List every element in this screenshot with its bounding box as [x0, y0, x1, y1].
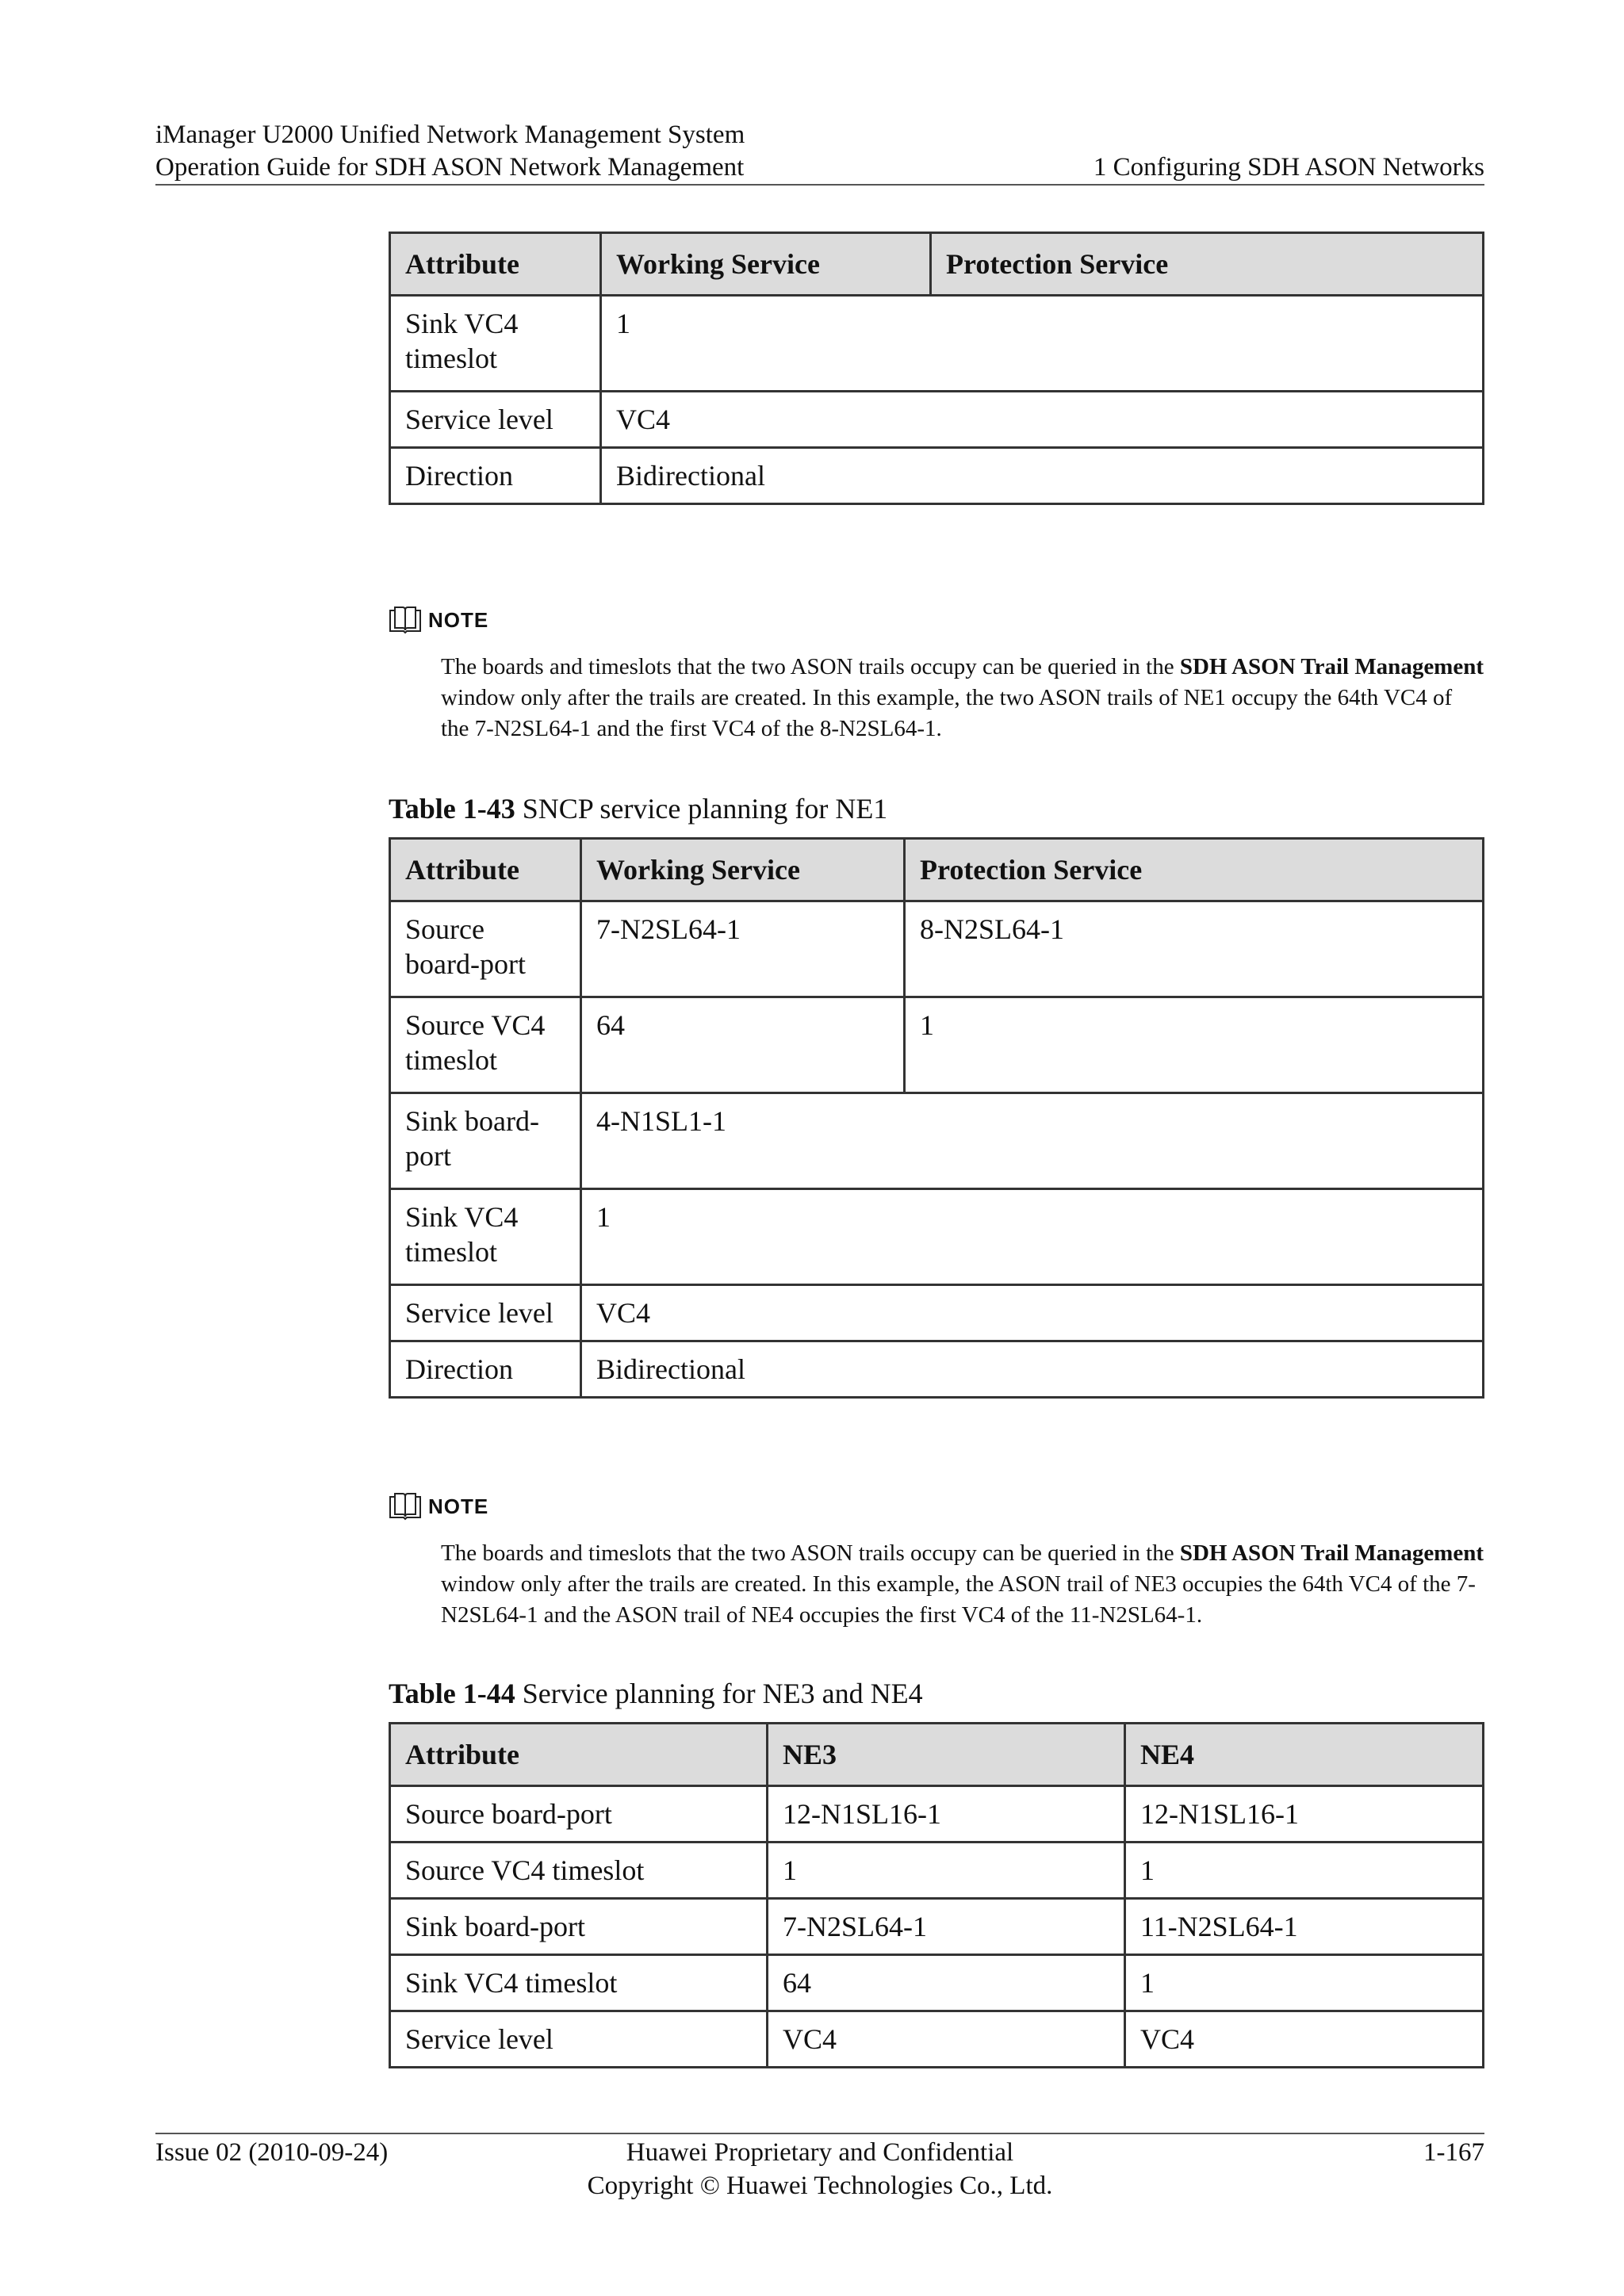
page-number: 1-167 — [1423, 2138, 1484, 2167]
column-header: Protection Service — [905, 839, 1484, 901]
table-row — [390, 448, 1484, 504]
copyright-text: Copyright © Huawei Technologies Co., Ltd. — [587, 2172, 1053, 2200]
column-header: Attribute — [390, 1724, 768, 1786]
header-product-title: iManager U2000 Unified Network Management System — [155, 121, 745, 149]
column-header: Working Service — [581, 839, 905, 901]
note-box — [389, 1490, 1484, 1631]
issue-date: Issue 02 (2010-09-24) — [155, 2138, 389, 2167]
table-cell: Sink VC4 timeslot — [390, 1955, 768, 2011]
column-header: Attribute — [390, 233, 601, 296]
book-icon — [389, 606, 422, 634]
table-number: Table 1-44 — [389, 1678, 515, 1709]
table-cell: 7-N2SL64-1 — [581, 901, 905, 997]
note-text-part: window only after the trails are created. In this example, the two ASON trails of NE1 occupy the 64th VC4 of the 7-N2SL64-1 and the first VC4 of the 8-N2SL64-1. — [441, 685, 1453, 741]
table-caption — [389, 1676, 923, 1711]
table-cell: 1 — [768, 1843, 1125, 1899]
table-cell: Bidirectional — [601, 448, 1484, 504]
table-cell — [390, 296, 601, 392]
column-header: Attribute — [390, 839, 581, 901]
table-row — [390, 1899, 1484, 1955]
table-header-row — [390, 1724, 1484, 1786]
table-cell: Sink board-port — [390, 1093, 581, 1189]
table-cell: Service level — [390, 1285, 581, 1341]
header-divider — [155, 184, 1484, 186]
note-text-part: The boards and timeslots that the two ASON trails occupy can be queried in the — [441, 1540, 1180, 1566]
table-row — [390, 2011, 1484, 2068]
table-header-row — [390, 233, 1484, 296]
column-header: NE4 — [1125, 1724, 1484, 1786]
table-cell: Source VC4 timeslot — [390, 997, 581, 1093]
note-label: NOTE — [428, 1494, 489, 1518]
cell-text: Sink VC4 timeslot — [405, 308, 519, 374]
note-label: NOTE — [428, 607, 489, 632]
note-text — [441, 1538, 1484, 1631]
table-cell: VC4 — [768, 2011, 1125, 2068]
table-cell: 1 — [581, 1189, 1484, 1285]
table-caption — [389, 791, 887, 826]
table-cell: 1 — [1125, 1955, 1484, 2011]
note-box — [389, 604, 1484, 744]
table-cell: 4-N1SL1-1 — [581, 1093, 1484, 1189]
note-ui-term: SDH ASON Trail Management — [1179, 1540, 1484, 1566]
table-cell: 11-N2SL64-1 — [1125, 1899, 1484, 1955]
table-cell: Source board-port — [390, 901, 581, 997]
table-cell: 64 — [581, 997, 905, 1093]
footer-confidentiality — [155, 2136, 1484, 2202]
table-title: Service planning for NE3 and NE4 — [515, 1678, 923, 1709]
table-title: SNCP service planning for NE1 — [515, 793, 888, 825]
table-cell: Direction — [390, 448, 601, 504]
note-ui-term: SDH ASON Trail Management — [1179, 654, 1484, 679]
table-cell: 12-N1SL16-1 — [768, 1786, 1125, 1843]
note-text — [441, 652, 1484, 744]
table-cell: 64 — [768, 1955, 1125, 2011]
table-row — [390, 1093, 1484, 1189]
table-row — [390, 901, 1484, 997]
table-sncp-ne1 — [389, 837, 1484, 1399]
table-cell: 1 — [601, 296, 1484, 392]
table-row — [390, 1189, 1484, 1285]
table-header-row — [390, 839, 1484, 901]
table-cell: Service level — [390, 2011, 768, 2068]
page-header — [155, 119, 1484, 184]
note-heading — [389, 1490, 1484, 1522]
table-row — [390, 392, 1484, 448]
table-row — [390, 1955, 1484, 2011]
table-cell: Sink board-port — [390, 1899, 768, 1955]
book-icon — [389, 1492, 422, 1521]
table-cell: Source board-port — [390, 1786, 768, 1843]
note-text-part: window only after the trails are created. In this example, the ASON trail of NE3 occupies the 64th VC4 of the 7-N2SL64-1 and the ASON trail of NE4 occupies the first VC4 of the 11-N2SL64-1. — [441, 1571, 1476, 1628]
table-cell: 7-N2SL64-1 — [768, 1899, 1125, 1955]
table-cell: 8-N2SL64-1 — [905, 901, 1484, 997]
header-chapter-title: 1 Configuring SDH ASON Networks — [1093, 153, 1484, 182]
table-cell: Bidirectional — [581, 1341, 1484, 1398]
table-cell: Sink VC4 timeslot — [390, 1189, 581, 1285]
table-cell: 1 — [1125, 1843, 1484, 1899]
table-row — [390, 296, 1484, 392]
table-row — [390, 1285, 1484, 1341]
footer-divider — [155, 2133, 1484, 2134]
note-text-part: The boards and timeslots that the two ASON trails occupy can be queried in the — [441, 654, 1180, 679]
column-header: Protection Service — [931, 233, 1484, 296]
table-cell: Direction — [390, 1341, 581, 1398]
table-cell: Service level — [390, 392, 601, 448]
table-cell: 1 — [905, 997, 1484, 1093]
note-heading — [389, 604, 1484, 636]
table-row — [390, 997, 1484, 1093]
table-row — [390, 1341, 1484, 1398]
table-cell: VC4 — [1125, 2011, 1484, 2068]
table-row — [390, 1786, 1484, 1843]
table-ne3-ne4 — [389, 1722, 1484, 2068]
column-header: Working Service — [601, 233, 931, 296]
confidentiality-text: Huawei Proprietary and Confidential — [626, 2138, 1014, 2167]
table-cell: VC4 — [601, 392, 1484, 448]
table-cell: 12-N1SL16-1 — [1125, 1786, 1484, 1843]
table-row — [390, 1843, 1484, 1899]
table-cell: VC4 — [581, 1285, 1484, 1341]
table-number: Table 1-43 — [389, 793, 515, 825]
column-header: NE3 — [768, 1724, 1125, 1786]
header-guide-title: Operation Guide for SDH ASON Network Management — [155, 153, 745, 182]
table-continued — [389, 232, 1484, 505]
table-cell: Source VC4 timeslot — [390, 1843, 768, 1899]
